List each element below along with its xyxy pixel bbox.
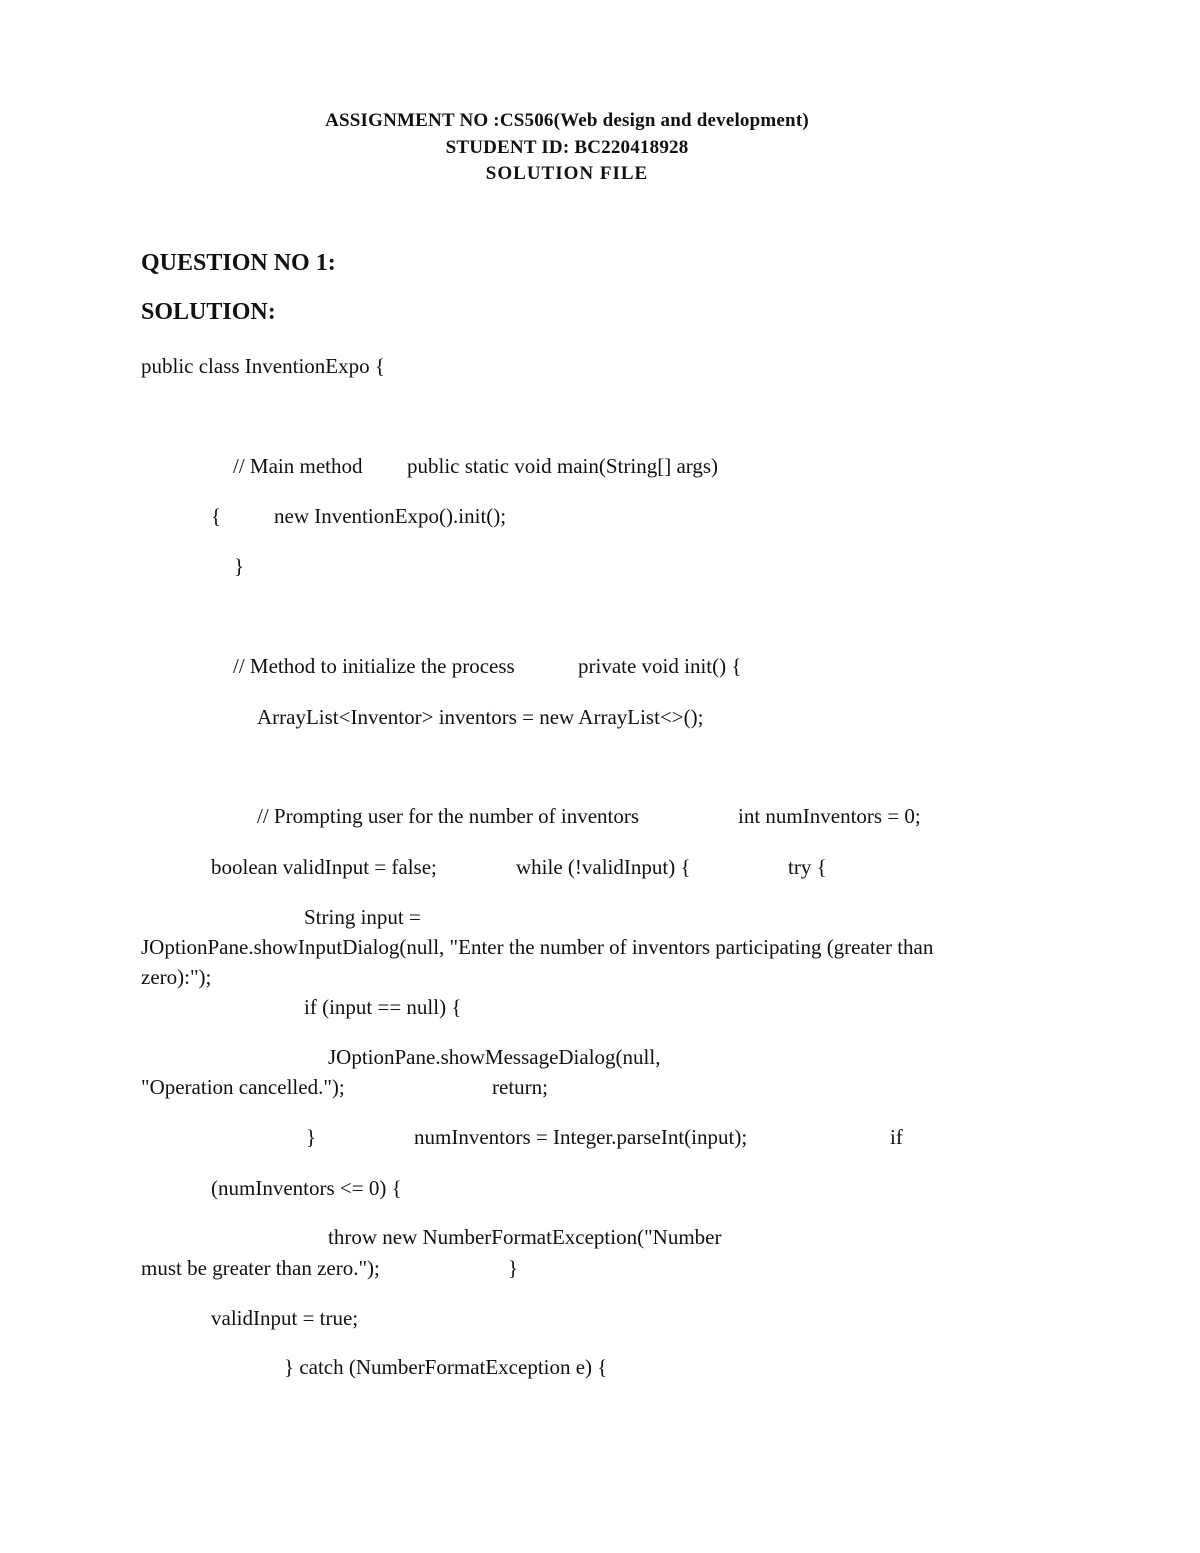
code-if-keyword: if [890, 1125, 903, 1149]
code-input-decl: String input = [304, 905, 421, 929]
code-main-close-brace: } [234, 554, 245, 578]
code-main-comment: // Main method [233, 454, 363, 478]
code-throw-message: must be greater than zero."); [141, 1256, 380, 1280]
code-input-dialog-end: zero):"); [141, 965, 212, 989]
solution-file-title: SOLUTION FILE [485, 163, 649, 184]
code-main-body: new InventionExpo().init(); [274, 504, 507, 528]
code-catch-stmt: } catch (NumberFormatException e) { [284, 1355, 608, 1379]
code-if-condition: (numInventors <= 0) { [211, 1176, 402, 1200]
assignment-title: ASSIGNMENT NO :CS506(Web design and development) [325, 110, 809, 131]
code-input-dialog: JOptionPane.showInputDialog(null, "Enter the number of inventors participating (greater than [141, 935, 934, 959]
code-main-open-brace: { [211, 504, 222, 528]
code-valid-decl: boolean validInput = false; [211, 855, 437, 879]
code-message-dialog: JOptionPane.showMessageDialog(null, [328, 1045, 661, 1069]
code-valid-true: validInput = true; [211, 1306, 359, 1330]
code-return: return; [492, 1075, 548, 1099]
code-parse-stmt: numInventors = Integer.parseInt(input); [414, 1125, 748, 1149]
code-num-decl: int numInventors = 0; [738, 804, 921, 828]
code-init-comment: // Method to initialize the process [233, 654, 515, 678]
code-list-decl: ArrayList<Inventor> inventors = new ArrayList<>(); [257, 705, 704, 729]
student-id: STUDENT ID: BC220418928 [445, 137, 689, 158]
solution-heading: SOLUTION: [141, 299, 276, 325]
code-close-brace: } [306, 1125, 317, 1149]
code-main-signature: public static void main(String[] args) [407, 454, 719, 478]
question-heading: QUESTION NO 1: [141, 250, 336, 276]
code-init-signature: private void init() { [578, 654, 742, 678]
code-close-brace: } [508, 1256, 519, 1280]
code-while-open: while (!validInput) { [516, 855, 691, 879]
code-message-text: "Operation cancelled."); [141, 1075, 345, 1099]
code-prompt-comment: // Prompting user for the number of inventors [257, 804, 640, 828]
code-class-decl: public class InventionExpo { [141, 354, 385, 378]
code-try-open: try { [788, 855, 827, 879]
code-throw-stmt: throw new NumberFormatException("Number [328, 1225, 722, 1249]
code-if-null: if (input == null) { [304, 995, 462, 1019]
